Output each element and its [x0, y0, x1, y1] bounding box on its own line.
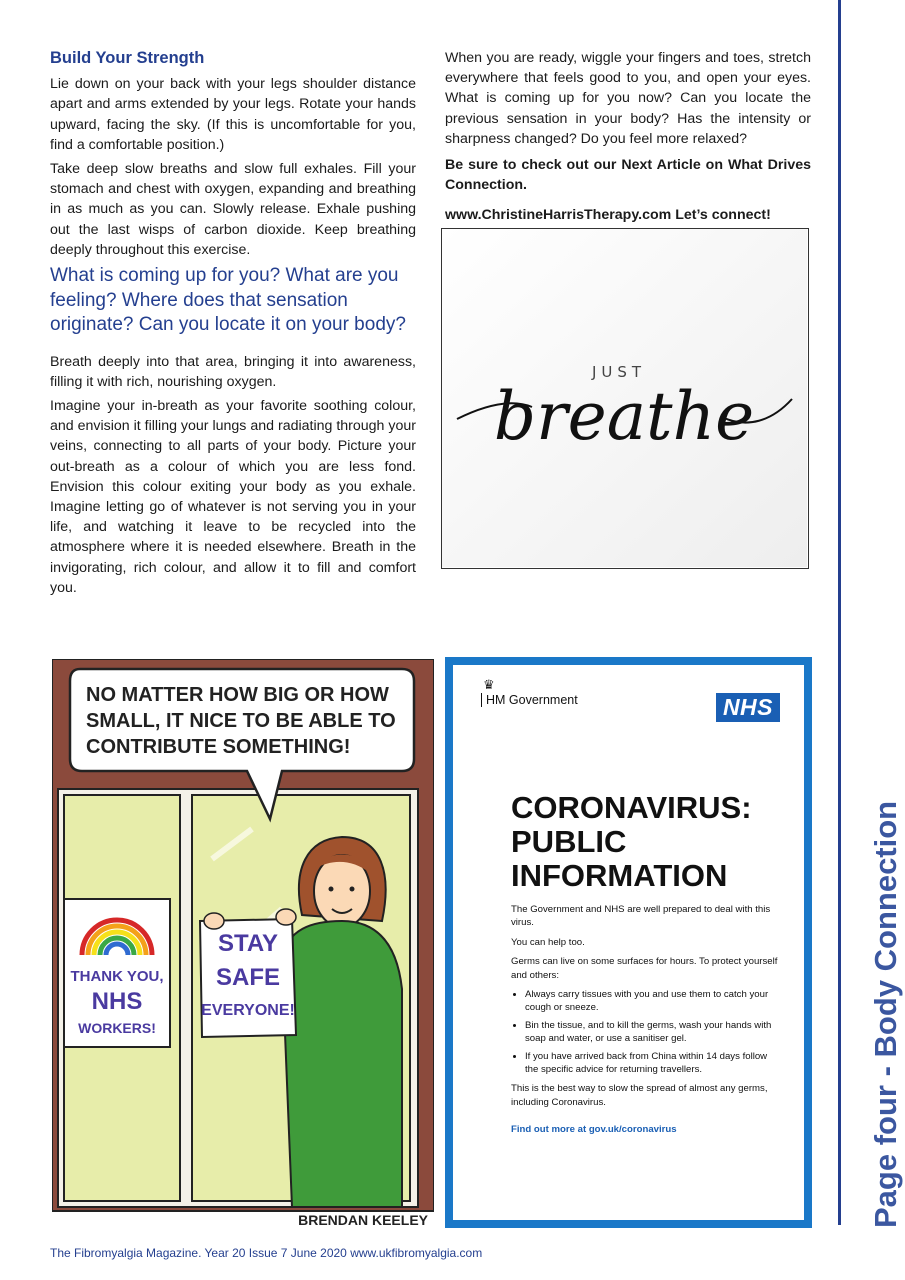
sign-line: STAY — [217, 930, 279, 957]
speech-line: CONTRIBUTE SOMETHING! — [86, 736, 351, 758]
website-link[interactable]: www.ChristineHarrisTherapy.com Let’s connect! — [445, 207, 771, 224]
artist-credit: BRENDAN KEELEY — [298, 1212, 428, 1228]
just-breathe-image — [441, 228, 809, 569]
speech-line: NO MATTER HOW BIG OR HOW — [86, 684, 389, 706]
list-item: • Bin the tissue, and to kill the germs, wash your hands with soap and water, or use a sanitiser gel. — [525, 1019, 783, 1046]
poster-body: The Government and NHS are well prepared to deal with this virus. You can help too. Germs can live on some surfaces for hours. To protect yourself and others: • Always carry tissues with you and use them to catch your cough or sneeze. • Bin the tissue, and to kill the germs, wash your hands with soap and water, or use a sanitiser gel. • If you have arrived back from China within 14 days follow the specific advice for returning travellers. This is the best way to slow the spread of almost any germs, including Coronavirus. Find out more at gov.uk/coronavirus — [511, 903, 783, 1143]
just-breathe-artwork — [442, 229, 807, 567]
page-section-banner: Page four - Body Connection — [868, 800, 903, 1228]
right-column — [445, 48, 811, 230]
paragraph: When you are ready, wiggle your fingers and toes, stretch everywhere that feels good to you, and open your eyes. What is coming up for you now? Can you locate the previous sensation in your body? Has the intensity or sharpness changed? Do you feel more relaxed? — [445, 50, 811, 147]
advice-list — [511, 988, 783, 1076]
paragraph: Take deep slow breaths and slow full exhales. Fill your stomach and chest with oxygen, expanding and breathing in as much as you can. Slowly release. Exhale pushing out the last wisps of carbon dioxide. Keep breathing deeply throughout this exercise. — [50, 161, 416, 258]
next-article-note: Be sure to check out our Next Article on What Drives Connection. — [445, 157, 811, 194]
section-heading: Build Your Strength — [50, 49, 205, 67]
cartoon — [52, 659, 434, 1229]
sign-line: EVERYONE! — [201, 1002, 295, 1019]
poster-title: CORONAVIRUS: PUBLIC INFORMATION — [511, 790, 752, 893]
side-rule — [838, 0, 841, 1225]
crown-icon: ♛ — [483, 677, 495, 692]
page-footer: The Fibromyalgia Magazine. Year 20 Issue 7 June 2020 www.ukfibromyalgia.com — [50, 1246, 483, 1260]
nhs-poster — [445, 657, 812, 1228]
paragraph: Imagine your in-breath as your favorite soothing colour, and envision it filling your lungs and radiating through your veins, connecting to all parts of your body. Picture your out-breath as a colour of which you are less fond. Envision this colour exiting your body as you exhale. Imagine letting go of whatever is not serving you in your life, and watching it leave to be recycled into the atmosphere where it is needed elsewhere. Breath in the invigorating, rich colour, and allow it to fill and comfort you. — [50, 397, 416, 596]
paragraph: Breath deeply into that area, bringing it into awareness, filling it with rich, nourishing oxygen. — [50, 353, 416, 390]
list-item: • If you have arrived back from China within 14 days follow the specific advice for returning travellers. — [525, 1050, 783, 1077]
sign-line: THANK YOU, — [70, 968, 164, 985]
sign-line: SAFE — [215, 964, 281, 991]
just-text: JUST — [592, 363, 647, 381]
gov-link[interactable]: Find out more at gov.uk/coronavirus — [511, 1124, 677, 1136]
paragraph: Lie down on your back with your legs shoulder distance apart and arms extended by your legs. Rotate your hands upward, facing the sky. (If this is uncomfortable for you, find a comfortable position.) — [50, 76, 416, 153]
cartoon-drawing — [52, 659, 434, 1229]
breathe-script: breathe — [493, 378, 755, 455]
left-column — [50, 48, 416, 602]
sign-line: NHS — [91, 988, 143, 1015]
pull-quote: What is coming up for you? What are you feeling? Where does that sensation originate? Can you locate it on your body? — [50, 265, 406, 336]
list-item: • Always carry tissues with you and use them to catch your cough or sneeze. — [525, 988, 783, 1015]
nhs-logo: NHS — [716, 693, 780, 722]
speech-line: SMALL, IT NICE TO BE ABLE TO — [86, 710, 396, 732]
hm-government-logo: HM Government — [481, 693, 578, 707]
sign-line: WORKERS! — [78, 1020, 156, 1036]
